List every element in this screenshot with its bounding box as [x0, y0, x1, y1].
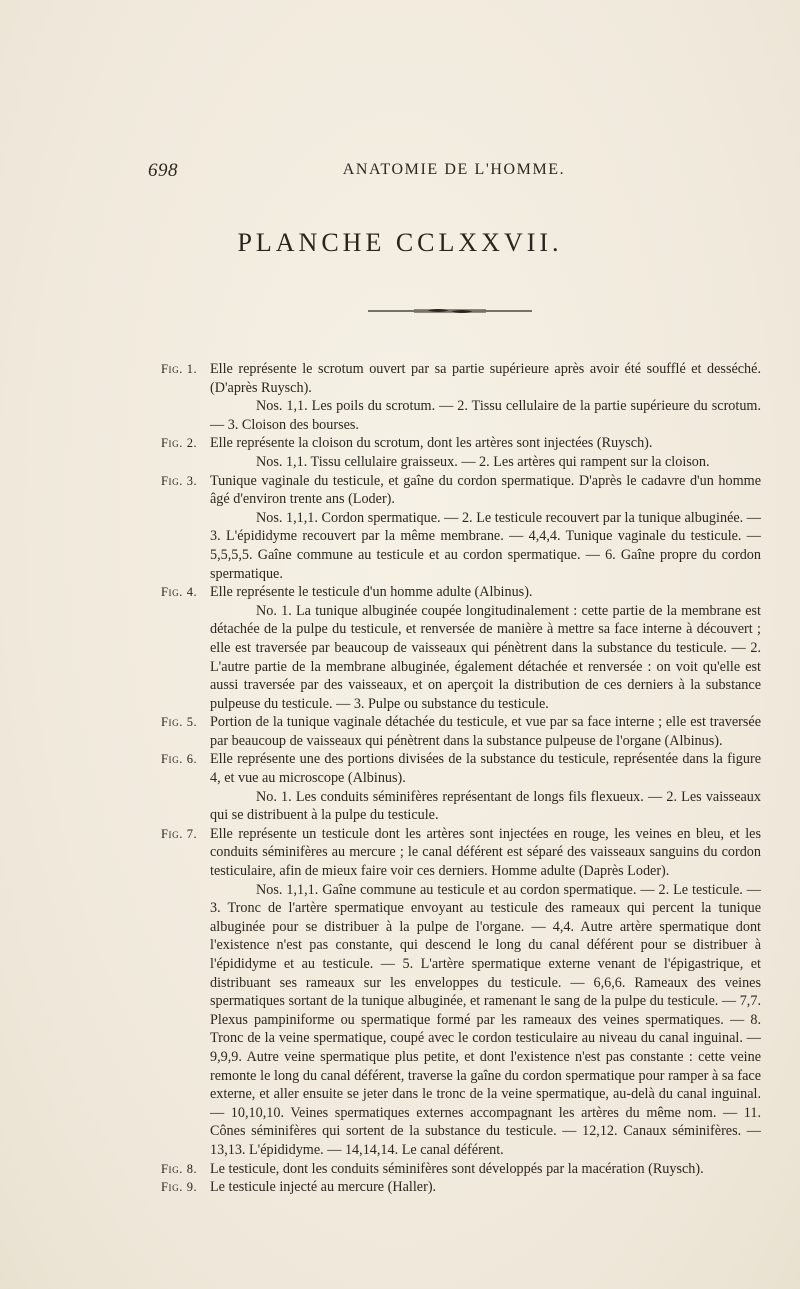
figure-description: Le testicule injecté au mercure (Haller). — [210, 1179, 437, 1196]
figure-label: Fig. 5. — [161, 715, 198, 730]
figure-label: Fig. 6. — [161, 752, 198, 767]
figure-label: Fig. 8. — [161, 1161, 198, 1176]
running-title: ANATOMIE DE L'HOMME. — [342, 161, 566, 178]
figure-description: Elle représente la cloison du scrotum, dont les artères sont injectées (Ruysch). — [210, 435, 653, 452]
figure-description: Tunique vaginale du testicule, et gaîne du cordon spermatique. D'après le cadavre d'un homme âgé d'environ trente ans (Loder). — [210, 472, 761, 508]
figure-legend-list — [161, 360, 761, 1197]
figure-label: Fig. 1. — [161, 362, 198, 376]
figure-legend: No. 1. Les conduits séminifères représentant de longs fils flexueux. — 2. Les vaisseaux qui se distribuent à la pulpe du testicule. — [210, 788, 761, 824]
figure-label: Fig. 2. — [161, 436, 198, 451]
figure-entry — [161, 434, 761, 471]
figure-label: Fig. 4. — [161, 585, 198, 600]
page-number: 698 — [148, 160, 178, 181]
figure-description: Elle représente le testicule d'un homme adulte (Albinus). — [210, 584, 533, 601]
figure-label: Fig. 3. — [161, 473, 198, 488]
figure-entry — [161, 360, 761, 434]
running-head — [148, 160, 760, 184]
figure-legend: Nos. 1,1,1. Gaîne commune au testicule et au cordon spermatique. — 2. Le testicule. — 3. Tronc de l'artère spermatique envoyant au testicule des rameaux qui percent la tunique albuginée pour se distribuer à la pulpe de l'organe. — 4,4. Autre artère spermatique dont l'existence n'est pas constante, qui descend le long du canal déférent pour se distribuer à l'épididyme et au testicule. — 5. L'artère spermatique externe venant de l'épigastrique, et distribuant ses rameaux sur les enveloppes du testicule. — 6,6,6. Rameaux des veines spermatiques sortant de la tunique albuginée, et ramenant le sang de la pulpe du testicule. — 7,7. Plexus pampiniforme ou spermatique formé par les rameaux des veines spermatiques. — 8. Tronc de la veine spermatique, coupé avec le cordon testiculaire au niveau du canal inguinal. — 9,9,9. Autre veine spermatique plus petite, et dont l'existence n'est pas constante : cette veine remonte le long du canal déférent, traverse la gaîne du cordon spermatique pour ramper à sa face externe, et aller ensuite se jeter dans le tronc de la veine spermatique, au-delà du canal inguinal. — 10,10,10. Veines spermatiques externes accompagnant les artères du même nom. — 11. Cônes séminifères qui sortent de la substance du testicule. — 12,12. Canaux séminifères. — 13,13. L'épididyme. — 14,14,14. Le canal déférent. — [210, 881, 761, 1158]
figure-entry — [161, 583, 761, 713]
figure-entry — [161, 1178, 761, 1197]
figure-description: Elle représente le scrotum ouvert par sa partie supérieure après avoir été soufflé et desséché. (D'après Ruysch). — [210, 361, 761, 396]
figure-legend: Nos. 1,1,1. Cordon spermatique. — 2. Le testicule recouvert par la tunique albuginée. — 3. L'épididyme recouvert par la même membrane. — 4,4,4. Tunique vaginale du testicule. — 5,5,5,5. Gaîne commune au testicule et au cordon spermatique. — 6. Gaîne propre du cordon spermatique. — [210, 509, 761, 582]
figure-entry — [161, 472, 761, 584]
plate-title: PLANCHE CCLXXVII. — [237, 228, 563, 257]
figure-description: Elle représente un testicule dont les artères sont injectées en rouge, les veines en bleu, et les conduits séminifères au mercure ; le canal déférent est séparé des vaisseaux sanguins du cordon testiculaire, afin de mieux faire voir ces derniers. Homme adulte (Daprès Loder). — [210, 825, 761, 880]
figure-legend: Nos. 1,1. Tissu cellulaire graisseux. — 2. Les artères qui rampent sur la cloison. — [256, 453, 710, 470]
figure-legend: No. 1. La tunique albuginée coupée longitudinalement : cette partie de la membrane est détachée de la pulpe du testicule, et renversée de manière à mettre sa face interne à découvert ; elle est traversée par beaucoup de vaisseaux qui pénètrent dans la substance du testicule. — 2. L'autre partie de la membrane albuginée, également détachée et renversée : on voit qu'elle est aussi traversée par des vaisseaux, et on aperçoit la distribution de ces derniers à la substance pulpeuse du testicule. — 3. Pulpe ou substance du testicule. — [210, 602, 761, 712]
figure-entry — [161, 825, 761, 1160]
figure-description: Le testicule, dont les conduits séminifères sont développés par la macération (Ruysch). — [210, 1160, 704, 1177]
figure-entry — [161, 713, 761, 750]
figure-entry — [161, 750, 761, 824]
figure-legend: Nos. 1,1. Les poils du scrotum. — 2. Tissu cellulaire de la partie supérieure du scrotum. — 3. Cloison des bourses. — [210, 398, 761, 433]
ornamental-rule — [368, 306, 532, 316]
figure-label: Fig. 7. — [161, 826, 198, 841]
figure-entry — [161, 1160, 761, 1179]
figure-description: Elle représente une des portions divisées de la substance du testicule, représentée dans la figure 4, et vue au microscope (Albinus). — [210, 751, 761, 787]
figure-label: Fig. 9. — [161, 1180, 198, 1195]
figure-description: Portion de la tunique vaginale détachée du testicule, et vue par sa face interne ; elle est traversée par beaucoup de vaisseaux qui pénètrent dans la substance pulpeuse de l'organe (Albinus). — [210, 714, 761, 749]
